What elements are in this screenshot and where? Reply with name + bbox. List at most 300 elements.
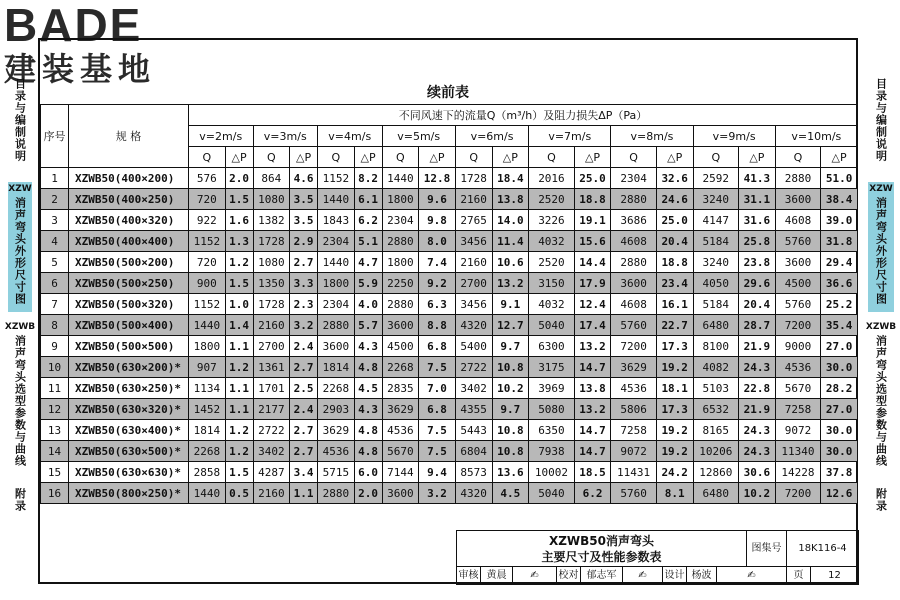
cell-flow: 2903 xyxy=(318,399,355,420)
cell-flow: 6532 xyxy=(693,399,739,420)
q-header: Q xyxy=(693,147,739,168)
cell-pressure: 2.9 xyxy=(290,231,318,252)
cell-flow: 1814 xyxy=(189,420,226,441)
cell-pressure: 4.5 xyxy=(354,378,382,399)
cell-flow: 2304 xyxy=(611,168,657,189)
row-number: 10 xyxy=(41,357,69,378)
cell-flow: 5670 xyxy=(775,378,821,399)
cell-pressure: 14.7 xyxy=(574,420,611,441)
cell-flow: 2700 xyxy=(455,273,492,294)
cell-flow: 2520 xyxy=(529,252,575,273)
cell-flow: 4536 xyxy=(775,357,821,378)
left-tab-selection[interactable] xyxy=(4,320,36,470)
tab-head: XZW xyxy=(869,184,893,194)
cell-flow: 2880 xyxy=(611,252,657,273)
cell-pressure: 28.2 xyxy=(821,378,858,399)
q-header: Q xyxy=(775,147,821,168)
cell-pressure: 9.4 xyxy=(419,462,456,483)
cell-flow: 4032 xyxy=(529,294,575,315)
q-header: Q xyxy=(529,147,575,168)
cell-flow: 1800 xyxy=(189,336,226,357)
cell-pressure: 15.6 xyxy=(574,231,611,252)
cell-flow: 2268 xyxy=(382,357,419,378)
cell-flow: 2304 xyxy=(382,210,419,231)
cell-pressure: 10.6 xyxy=(492,252,529,273)
row-spec: XZWB50(500×200) xyxy=(69,252,189,273)
cell-pressure: 21.9 xyxy=(739,399,776,420)
cell-pressure: 4.3 xyxy=(354,399,382,420)
cell-flow: 5040 xyxy=(529,315,575,336)
cell-flow: 2016 xyxy=(529,168,575,189)
speed-header: v=8m/s xyxy=(611,126,693,147)
left-tab-dimensions[interactable] xyxy=(8,182,32,312)
cell-pressure: 16.1 xyxy=(656,294,693,315)
atlas-label: 图集号 xyxy=(747,531,787,567)
cell-flow: 9000 xyxy=(775,336,821,357)
row-spec: XZWB50(500×250) xyxy=(69,273,189,294)
cell-pressure: 1.1 xyxy=(225,378,253,399)
cell-pressure: 4.0 xyxy=(354,294,382,315)
cell-pressure: 9.2 xyxy=(419,273,456,294)
cell-flow: 1440 xyxy=(318,189,355,210)
cell-pressure: 0.5 xyxy=(225,483,253,504)
q-header: Q xyxy=(455,147,492,168)
cell-pressure: 2.7 xyxy=(290,357,318,378)
cell-pressure: 24.6 xyxy=(656,189,693,210)
cell-pressure: 27.0 xyxy=(821,399,858,420)
row-number: 13 xyxy=(41,420,69,441)
cell-pressure: 7.5 xyxy=(419,357,456,378)
left-tab-appendix[interactable] xyxy=(8,488,32,528)
cell-pressure: 30.0 xyxy=(821,441,858,462)
cell-flow: 4320 xyxy=(455,483,492,504)
tab-label: 消声弯头外形尺寸图 xyxy=(874,197,888,305)
cell-pressure: 1.1 xyxy=(225,336,253,357)
table-row xyxy=(41,357,858,378)
cell-pressure: 12.7 xyxy=(492,315,529,336)
cell-flow: 4032 xyxy=(529,231,575,252)
cell-pressure: 5.1 xyxy=(354,231,382,252)
tab-label: 消声弯头外形尺寸图 xyxy=(13,197,27,305)
cell-flow: 1800 xyxy=(382,252,419,273)
cell-pressure: 4.8 xyxy=(354,357,382,378)
table-row xyxy=(41,252,858,273)
cell-pressure: 31.8 xyxy=(821,231,858,252)
logo-subtitle: 建装基地 xyxy=(4,50,157,88)
cell-flow: 7938 xyxy=(529,441,575,462)
table-row xyxy=(41,189,858,210)
cell-pressure: 9.8 xyxy=(419,210,456,231)
drawing-name xyxy=(457,531,747,567)
cell-flow: 1382 xyxy=(253,210,290,231)
cell-pressure: 31.1 xyxy=(739,189,776,210)
cell-flow: 1080 xyxy=(253,252,290,273)
cell-flow: 7258 xyxy=(775,399,821,420)
dp-header: △P xyxy=(821,147,858,168)
cell-pressure: 2.4 xyxy=(290,336,318,357)
page-label: 页 xyxy=(787,567,811,585)
cell-flow: 1152 xyxy=(189,294,226,315)
cell-pressure: 31.6 xyxy=(739,210,776,231)
right-tab-appendix[interactable] xyxy=(868,488,894,528)
cell-pressure: 18.8 xyxy=(574,189,611,210)
cell-pressure: 23.4 xyxy=(656,273,693,294)
cell-pressure: 3.2 xyxy=(290,315,318,336)
design-signature: ✍ xyxy=(717,567,787,585)
row-spec: XZWB50(400×250) xyxy=(69,189,189,210)
cell-pressure: 1.5 xyxy=(225,273,253,294)
table-row xyxy=(41,462,858,483)
cell-flow: 4536 xyxy=(611,378,657,399)
row-spec: XZWB50(800×250)* xyxy=(69,483,189,504)
table-row xyxy=(41,168,858,189)
table-row xyxy=(41,483,858,504)
cell-flow: 907 xyxy=(189,357,226,378)
cell-pressure: 20.4 xyxy=(739,294,776,315)
cell-pressure: 25.2 xyxy=(821,294,858,315)
cell-flow: 7144 xyxy=(382,462,419,483)
table-row xyxy=(41,378,858,399)
table-row xyxy=(41,420,858,441)
speed-header: v=2m/s xyxy=(189,126,254,147)
cell-pressure: 1.5 xyxy=(225,462,253,483)
cell-pressure: 1.1 xyxy=(290,483,318,504)
cell-flow: 2304 xyxy=(318,231,355,252)
cell-flow: 5443 xyxy=(455,420,492,441)
cell-flow: 9072 xyxy=(775,420,821,441)
cell-flow: 2722 xyxy=(253,420,290,441)
drawing-frame xyxy=(38,38,858,584)
left-tab-contents[interactable] xyxy=(8,78,32,178)
cell-pressure: 13.2 xyxy=(574,336,611,357)
cell-flow: 3600 xyxy=(382,315,419,336)
design-name: 杨波 xyxy=(687,567,717,585)
row-number: 1 xyxy=(41,168,69,189)
cell-flow: 1134 xyxy=(189,378,226,399)
cell-pressure: 37.8 xyxy=(821,462,858,483)
cell-flow: 2520 xyxy=(529,189,575,210)
tab-label: 附录 xyxy=(874,488,888,512)
dp-header: △P xyxy=(739,147,776,168)
row-number: 15 xyxy=(41,462,69,483)
cell-pressure: 3.5 xyxy=(290,189,318,210)
cell-flow: 5715 xyxy=(318,462,355,483)
cell-flow: 1728 xyxy=(253,231,290,252)
cell-flow: 4287 xyxy=(253,462,290,483)
cell-pressure: 9.1 xyxy=(492,294,529,315)
cell-pressure: 39.0 xyxy=(821,210,858,231)
cell-flow: 6350 xyxy=(529,420,575,441)
page-title: 续前表 xyxy=(427,85,469,101)
tab-label: 附录 xyxy=(13,488,27,512)
speed-header: v=7m/s xyxy=(529,126,611,147)
cell-pressure: 20.4 xyxy=(656,231,693,252)
review-signature: ✍ xyxy=(513,567,557,585)
cell-pressure: 25.8 xyxy=(739,231,776,252)
performance-table xyxy=(40,104,858,504)
cell-flow: 5760 xyxy=(775,231,821,252)
speed-header: v=6m/s xyxy=(455,126,528,147)
cell-pressure: 29.4 xyxy=(821,252,858,273)
tab-label: 消声弯头选型参数与曲线 xyxy=(13,335,27,467)
cell-pressure: 4.8 xyxy=(354,441,382,462)
cell-pressure: 6.2 xyxy=(574,483,611,504)
cell-pressure: 30.0 xyxy=(821,420,858,441)
cell-flow: 3629 xyxy=(318,420,355,441)
table-body xyxy=(41,168,858,504)
cell-pressure: 17.3 xyxy=(656,336,693,357)
cell-pressure: 51.0 xyxy=(821,168,858,189)
cell-pressure: 1.2 xyxy=(225,252,253,273)
cell-pressure: 19.2 xyxy=(656,420,693,441)
cell-flow: 1440 xyxy=(382,168,419,189)
cell-flow: 2304 xyxy=(318,294,355,315)
row-spec: XZWB50(500×400) xyxy=(69,315,189,336)
table-row xyxy=(41,315,858,336)
cell-pressure: 6.3 xyxy=(419,294,456,315)
cell-pressure: 30.0 xyxy=(821,357,858,378)
row-number: 2 xyxy=(41,189,69,210)
row-spec: XZWB50(630×500)* xyxy=(69,441,189,462)
cell-pressure: 2.7 xyxy=(290,252,318,273)
cell-pressure: 22.7 xyxy=(656,315,693,336)
cell-flow: 7200 xyxy=(611,336,657,357)
cell-flow: 900 xyxy=(189,273,226,294)
row-spec: XZWB50(630×200)* xyxy=(69,357,189,378)
cell-flow: 1440 xyxy=(189,483,226,504)
cell-flow: 1800 xyxy=(382,189,419,210)
cell-pressure: 7.0 xyxy=(419,378,456,399)
cell-flow: 5670 xyxy=(382,441,419,462)
row-number: 7 xyxy=(41,294,69,315)
cell-pressure: 18.5 xyxy=(574,462,611,483)
cell-flow: 8165 xyxy=(693,420,739,441)
speed-header: v=3m/s xyxy=(253,126,318,147)
row-number: 4 xyxy=(41,231,69,252)
cell-flow: 2160 xyxy=(253,315,290,336)
cell-pressure: 6.8 xyxy=(419,336,456,357)
cell-pressure: 17.9 xyxy=(574,273,611,294)
cell-pressure: 4.6 xyxy=(290,168,318,189)
cell-flow: 5760 xyxy=(611,315,657,336)
speed-header: v=10m/s xyxy=(775,126,857,147)
cell-pressure: 24.3 xyxy=(739,441,776,462)
cell-flow: 2177 xyxy=(253,399,290,420)
cell-flow: 6300 xyxy=(529,336,575,357)
dp-header: △P xyxy=(574,147,611,168)
cell-pressure: 1.6 xyxy=(225,210,253,231)
cell-flow: 5760 xyxy=(611,483,657,504)
cell-pressure: 38.4 xyxy=(821,189,858,210)
cell-pressure: 5.9 xyxy=(354,273,382,294)
cell-pressure: 35.4 xyxy=(821,315,858,336)
cell-flow: 2880 xyxy=(318,315,355,336)
cell-pressure: 14.7 xyxy=(574,357,611,378)
cell-flow: 5806 xyxy=(611,399,657,420)
cell-flow: 5400 xyxy=(455,336,492,357)
cell-pressure: 5.7 xyxy=(354,315,382,336)
cell-flow: 2160 xyxy=(455,189,492,210)
table-row xyxy=(41,294,858,315)
cell-flow: 8100 xyxy=(693,336,739,357)
cell-flow: 1452 xyxy=(189,399,226,420)
check-label: 校对 xyxy=(557,567,581,585)
cell-flow: 1152 xyxy=(318,168,355,189)
table-row xyxy=(41,336,858,357)
cell-pressure: 19.1 xyxy=(574,210,611,231)
cell-pressure: 14.7 xyxy=(574,441,611,462)
cell-flow: 1728 xyxy=(455,168,492,189)
cell-pressure: 6.2 xyxy=(354,210,382,231)
cell-pressure: 25.0 xyxy=(656,210,693,231)
right-tab-dimensions[interactable] xyxy=(868,182,894,312)
cell-pressure: 1.2 xyxy=(225,441,253,462)
cell-flow: 3175 xyxy=(529,357,575,378)
cell-flow: 2268 xyxy=(189,441,226,462)
cell-flow: 3600 xyxy=(775,189,821,210)
cell-pressure: 10.8 xyxy=(492,357,529,378)
cell-pressure: 30.6 xyxy=(739,462,776,483)
table-row xyxy=(41,210,858,231)
cell-flow: 7200 xyxy=(775,315,821,336)
cell-pressure: 25.0 xyxy=(574,168,611,189)
cell-pressure: 3.3 xyxy=(290,273,318,294)
cell-flow: 2880 xyxy=(611,189,657,210)
cell-pressure: 4.7 xyxy=(354,252,382,273)
cell-flow: 5040 xyxy=(529,483,575,504)
right-tab-selection[interactable] xyxy=(865,320,897,470)
row-spec: XZWB50(630×320)* xyxy=(69,399,189,420)
cell-flow: 720 xyxy=(189,252,226,273)
cell-pressure: 32.6 xyxy=(656,168,693,189)
cell-flow: 922 xyxy=(189,210,226,231)
cell-flow: 3150 xyxy=(529,273,575,294)
cell-pressure: 23.8 xyxy=(739,252,776,273)
cell-flow: 1814 xyxy=(318,357,355,378)
cell-pressure: 2.0 xyxy=(225,168,253,189)
cell-flow: 6804 xyxy=(455,441,492,462)
cell-flow: 1361 xyxy=(253,357,290,378)
cell-pressure: 29.6 xyxy=(739,273,776,294)
row-spec: XZWB50(630×400)* xyxy=(69,420,189,441)
row-spec: XZWB50(400×320) xyxy=(69,210,189,231)
q-header: Q xyxy=(382,147,419,168)
cell-flow: 1800 xyxy=(318,273,355,294)
cell-pressure: 6.1 xyxy=(354,189,382,210)
cell-pressure: 13.6 xyxy=(492,462,529,483)
tab-label: 目录与编制说明 xyxy=(874,78,888,162)
cell-flow: 3226 xyxy=(529,210,575,231)
left-index-tabs xyxy=(4,38,36,598)
cell-flow: 5080 xyxy=(529,399,575,420)
cell-flow: 11431 xyxy=(611,462,657,483)
cell-pressure: 3.2 xyxy=(419,483,456,504)
cell-pressure: 1.3 xyxy=(225,231,253,252)
cell-pressure: 3.4 xyxy=(290,462,318,483)
tab-label: 目录与编制说明 xyxy=(13,78,27,162)
cell-flow: 5103 xyxy=(693,378,739,399)
cell-flow: 1701 xyxy=(253,378,290,399)
tab-head: XZWB xyxy=(865,322,897,332)
tab-label: 消声弯头选型参数与曲线 xyxy=(874,335,888,467)
table-row xyxy=(41,231,858,252)
cell-pressure: 9.7 xyxy=(492,336,529,357)
cell-flow: 576 xyxy=(189,168,226,189)
row-spec: XZWB50(400×200) xyxy=(69,168,189,189)
cell-pressure: 1.2 xyxy=(225,357,253,378)
cell-flow: 2722 xyxy=(455,357,492,378)
cell-flow: 4082 xyxy=(693,357,739,378)
row-spec: XZWB50(400×400) xyxy=(69,231,189,252)
cell-pressure: 1.0 xyxy=(225,294,253,315)
cell-flow: 4147 xyxy=(693,210,739,231)
cell-flow: 8573 xyxy=(455,462,492,483)
tab-head: XZW xyxy=(8,184,32,194)
cell-flow: 2880 xyxy=(775,168,821,189)
row-number: 3 xyxy=(41,210,69,231)
dp-header: △P xyxy=(290,147,318,168)
cell-pressure: 6.0 xyxy=(354,462,382,483)
cell-flow: 10206 xyxy=(693,441,739,462)
cell-pressure: 17.3 xyxy=(656,399,693,420)
cell-flow: 1080 xyxy=(253,189,290,210)
cell-flow: 4536 xyxy=(318,441,355,462)
cell-pressure: 7.5 xyxy=(419,420,456,441)
cell-flow: 1152 xyxy=(189,231,226,252)
right-tab-contents[interactable] xyxy=(868,78,894,178)
cell-flow: 3600 xyxy=(611,273,657,294)
table-row xyxy=(41,273,858,294)
cell-pressure: 17.4 xyxy=(574,315,611,336)
cell-flow: 5184 xyxy=(693,294,739,315)
cell-flow: 3686 xyxy=(611,210,657,231)
cell-pressure: 12.4 xyxy=(574,294,611,315)
cell-flow: 3600 xyxy=(775,252,821,273)
cell-pressure: 7.4 xyxy=(419,252,456,273)
cell-pressure: 8.1 xyxy=(656,483,693,504)
cell-flow: 10002 xyxy=(529,462,575,483)
cell-flow: 2700 xyxy=(253,336,290,357)
dp-header: △P xyxy=(656,147,693,168)
check-signature: ✍ xyxy=(623,567,663,585)
cell-flow: 1843 xyxy=(318,210,355,231)
cell-pressure: 19.2 xyxy=(656,357,693,378)
cell-flow: 2765 xyxy=(455,210,492,231)
page-number: 12 xyxy=(811,567,859,585)
cell-pressure: 10.8 xyxy=(492,441,529,462)
cell-flow: 7200 xyxy=(775,483,821,504)
cell-flow: 4355 xyxy=(455,399,492,420)
dp-header: △P xyxy=(419,147,456,168)
cell-flow: 720 xyxy=(189,189,226,210)
cell-pressure: 8.2 xyxy=(354,168,382,189)
cell-pressure: 18.4 xyxy=(492,168,529,189)
cell-pressure: 21.9 xyxy=(739,336,776,357)
cell-pressure: 18.1 xyxy=(656,378,693,399)
cell-flow: 7258 xyxy=(611,420,657,441)
cell-pressure: 13.8 xyxy=(574,378,611,399)
cell-pressure: 4.8 xyxy=(354,420,382,441)
cell-flow: 2250 xyxy=(382,273,419,294)
cell-flow: 3969 xyxy=(529,378,575,399)
cell-pressure: 2.3 xyxy=(290,294,318,315)
cell-pressure: 13.8 xyxy=(492,189,529,210)
cell-pressure: 9.6 xyxy=(419,189,456,210)
cell-flow: 4608 xyxy=(611,294,657,315)
cell-pressure: 1.2 xyxy=(225,420,253,441)
cell-flow: 2592 xyxy=(693,168,739,189)
cell-pressure: 2.7 xyxy=(290,441,318,462)
